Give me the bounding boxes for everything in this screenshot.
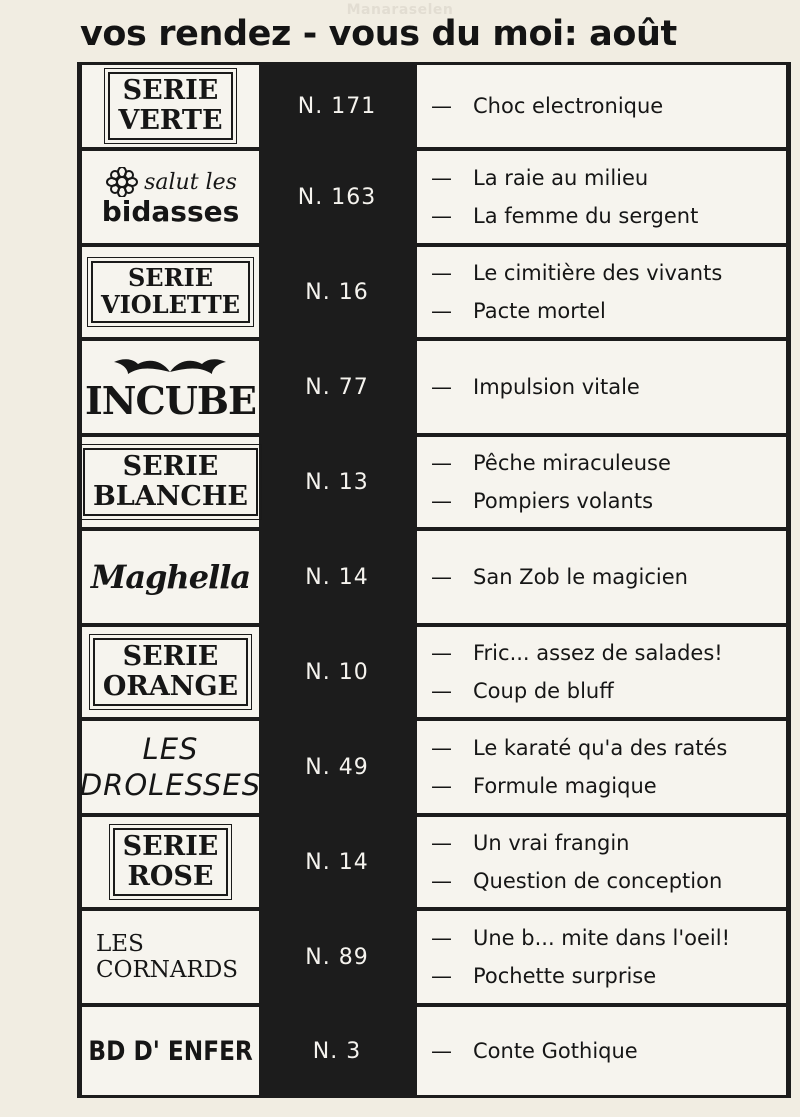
episode-list xyxy=(417,437,786,527)
episode-list xyxy=(417,341,786,433)
series-logo-cell xyxy=(82,341,259,433)
series-logo-line: SERIE xyxy=(122,640,219,672)
page-title: vos rendez - vous du moi: août xyxy=(80,14,677,54)
dash-bullet: — xyxy=(431,869,452,893)
episode-title xyxy=(431,862,786,900)
episode-title xyxy=(431,482,786,520)
issue-number: N. 171 xyxy=(297,93,377,119)
dash-bullet: — xyxy=(431,641,452,665)
episode-title xyxy=(431,767,786,805)
episode-list xyxy=(417,151,786,243)
series-logo-line: BLANCHE xyxy=(92,481,248,512)
watermark: Manaraselen xyxy=(346,2,454,18)
table-row xyxy=(77,434,791,530)
series-logo-cell xyxy=(82,437,259,527)
issue-number: N. 14 xyxy=(305,849,369,875)
dash-bullet: — xyxy=(431,489,452,513)
table-row xyxy=(77,908,791,1006)
episode-title xyxy=(431,634,786,672)
episode-text: Pompiers volants xyxy=(473,489,654,513)
episode-title xyxy=(431,919,786,957)
episode-text: La raie au milieu xyxy=(473,166,649,190)
episode-title xyxy=(431,558,786,596)
table-row xyxy=(77,718,791,816)
series-logo-cell xyxy=(82,627,259,717)
series-logo-line: VIOLETTE xyxy=(100,290,241,319)
episode-text: Fric... assez de salades! xyxy=(473,641,723,665)
episode-list xyxy=(417,817,786,907)
dash-bullet: — xyxy=(431,94,452,118)
series-logo-line: SERIE xyxy=(122,74,219,106)
dash-bullet: — xyxy=(431,831,452,855)
issue-number: N. 10 xyxy=(305,659,369,685)
table-row xyxy=(77,1004,791,1098)
episode-text: Pochette surprise xyxy=(473,964,657,988)
series-logo-line: DROLESSES xyxy=(79,768,262,802)
episode-text: Pêche miraculeuse xyxy=(473,451,671,475)
table-row xyxy=(77,814,791,910)
bat-wings-icon xyxy=(110,354,230,376)
episode-title xyxy=(431,1032,786,1070)
episode-title xyxy=(431,824,786,862)
issue-number: N. 13 xyxy=(305,469,369,495)
dash-bullet: — xyxy=(431,204,452,228)
serie-blanche-logo xyxy=(83,448,258,516)
bidasses-logo xyxy=(102,167,240,227)
series-logo-cell xyxy=(82,531,259,623)
episode-title xyxy=(431,87,786,125)
dash-bullet: — xyxy=(431,926,452,950)
episode-text: Coup de bluff xyxy=(473,679,614,703)
serie-verte-logo xyxy=(108,72,232,140)
maghella-logo: Maghella xyxy=(90,558,251,596)
episode-text: Conte Gothique xyxy=(473,1039,638,1063)
dash-bullet: — xyxy=(431,299,452,323)
episode-title xyxy=(431,254,786,292)
episode-text: Question de conception xyxy=(473,869,723,893)
episode-title xyxy=(431,368,786,406)
episode-text: Un vrai frangin xyxy=(473,831,630,855)
release-table xyxy=(77,62,791,1098)
issue-number: N. 3 xyxy=(312,1038,362,1064)
episode-title xyxy=(431,197,786,235)
series-logo-line: ORANGE xyxy=(102,671,239,702)
serie-rose-logo xyxy=(113,828,229,896)
episode-text: Le karaté qu'a des ratés xyxy=(473,736,728,760)
table-row xyxy=(77,528,791,626)
episode-title xyxy=(431,292,786,330)
episode-text: Pacte mortel xyxy=(473,299,606,323)
episode-text: Impulsion vitale xyxy=(473,375,640,399)
flower-icon xyxy=(104,167,140,197)
episode-list xyxy=(417,627,786,717)
table-row xyxy=(77,244,791,340)
incube-logo xyxy=(85,354,256,421)
dash-bullet: — xyxy=(431,261,452,285)
episode-title xyxy=(431,957,786,995)
series-logo-cell xyxy=(79,721,262,813)
table-row xyxy=(77,148,791,246)
table-row xyxy=(77,624,791,720)
series-logo-line: ROSE xyxy=(127,861,214,892)
issue-number: N. 16 xyxy=(305,279,369,305)
les-drolesses-logo xyxy=(80,731,261,803)
dash-bullet: — xyxy=(431,736,452,760)
les-cornards-logo xyxy=(82,931,259,983)
dash-bullet: — xyxy=(431,774,452,798)
series-logo-line: SERIE xyxy=(122,450,219,482)
series-logo-line: SERIE xyxy=(122,830,219,862)
bd-denfer-logo: BD D' ENFER xyxy=(88,1035,253,1067)
episode-list xyxy=(417,247,786,337)
series-logo-line: LES xyxy=(142,732,199,766)
series-logo-line: VERTE xyxy=(118,105,223,136)
series-logo-line: LES xyxy=(96,931,144,957)
episode-title xyxy=(431,672,786,710)
episode-text: La femme du sergent xyxy=(473,204,699,228)
series-logo-cell xyxy=(82,911,259,1003)
episode-text: Le cimitière des vivants xyxy=(473,261,723,285)
episode-text: Choc electronique xyxy=(473,94,664,118)
dash-bullet: — xyxy=(431,679,452,703)
serie-orange-logo xyxy=(93,638,248,706)
bidasses-title: bidasses xyxy=(101,195,240,228)
dash-bullet: — xyxy=(431,964,452,988)
episode-text: San Zob le magicien xyxy=(473,565,688,589)
issue-number: N. 77 xyxy=(305,374,369,400)
issue-number: N. 14 xyxy=(305,564,369,590)
episode-list xyxy=(417,65,786,147)
series-logo-cell xyxy=(82,247,259,337)
series-logo-cell xyxy=(82,151,259,243)
table-row xyxy=(77,62,791,150)
series-logo-cell xyxy=(82,817,259,907)
serie-violette-logo xyxy=(91,261,250,323)
dash-bullet: — xyxy=(431,1039,452,1063)
dash-bullet: — xyxy=(431,166,452,190)
incube-title: INCUBE xyxy=(85,377,256,423)
dash-bullet: — xyxy=(431,565,452,589)
episode-list xyxy=(417,911,786,1003)
bidasses-script: salut les xyxy=(144,169,237,195)
episode-list xyxy=(417,531,786,623)
dash-bullet: — xyxy=(431,375,452,399)
issue-number: N. 89 xyxy=(305,944,369,970)
series-logo-cell xyxy=(82,65,259,147)
table-row xyxy=(77,338,791,436)
episode-text: Formule magique xyxy=(473,774,657,798)
dash-bullet: — xyxy=(431,451,452,475)
episode-title xyxy=(431,444,786,482)
episode-text: Une b... mite dans l'oeil! xyxy=(473,926,731,950)
series-logo-cell xyxy=(82,1007,259,1095)
episode-title xyxy=(431,729,786,767)
episode-title xyxy=(431,159,786,197)
series-logo-line: SERIE xyxy=(127,263,214,293)
issue-number: N. 163 xyxy=(297,184,377,210)
episode-list xyxy=(417,721,786,813)
episode-list xyxy=(417,1007,786,1095)
series-logo-line: CORNARDS xyxy=(96,957,239,983)
issue-number: N. 49 xyxy=(305,754,369,780)
